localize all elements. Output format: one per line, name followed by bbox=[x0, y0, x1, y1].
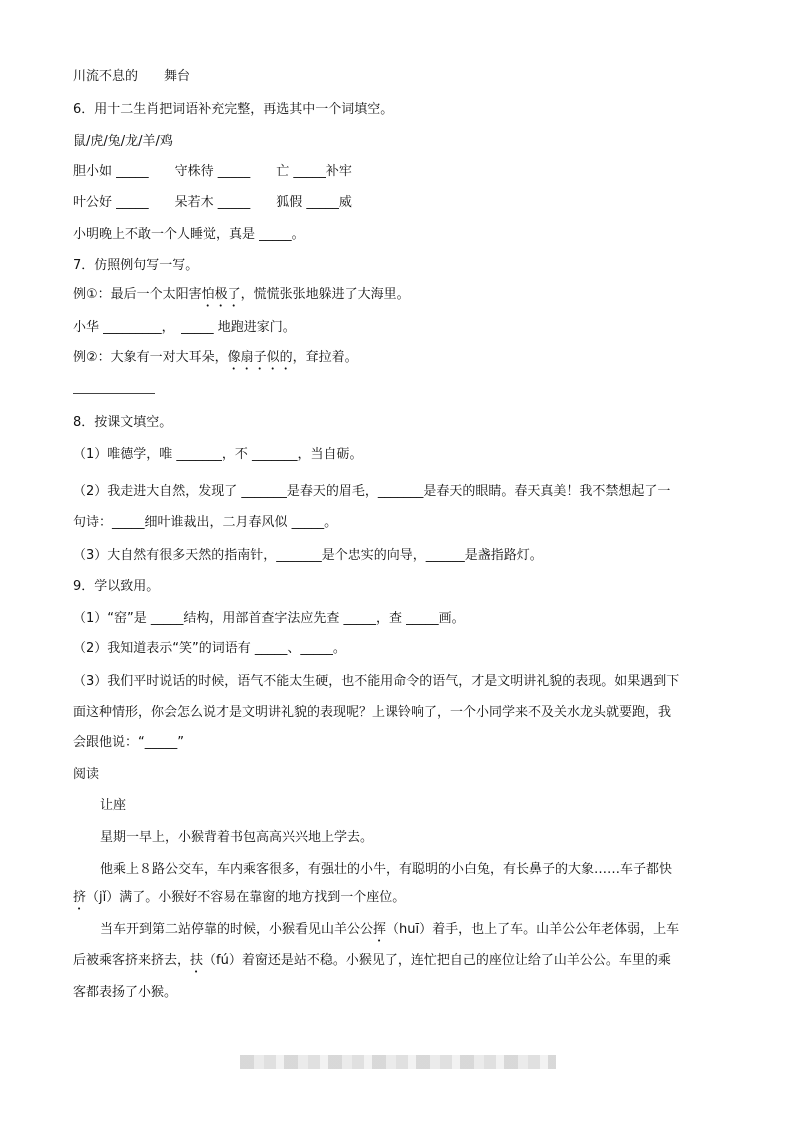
example-1-pre: 例①：最后一个太阳害 bbox=[73, 287, 202, 302]
story-para-3-cont bbox=[73, 951, 723, 976]
reading-heading: 阅读 bbox=[73, 767, 100, 782]
question-6-title: 6．用十二生肖把词语补充完整，再选其中一个词填空。 bbox=[73, 102, 394, 117]
story-para-3b-post: （fú）着窗还是站不稳。小猴见了，连忙把自己的座位让给了山羊公公。车里的乘 bbox=[203, 953, 671, 968]
q8-item-2-cont: 句诗：_____细叶谁裁出，二月春风似 _____。 bbox=[73, 515, 338, 530]
fill-sentence: 小明晚上不敢一个人睡觉，真是 _____。 bbox=[73, 227, 305, 242]
story-para-1: 星期一早上，小猴背着书包高高兴兴地上学去。 bbox=[100, 830, 374, 845]
question-8-title: 8．按课文填空。 bbox=[73, 415, 173, 430]
answer-blank-line bbox=[73, 393, 155, 394]
zodiac-options: 鼠/虎/兔/龙/羊/鸡 bbox=[73, 134, 173, 149]
story-para-3-post: （huī）着手，也上了车。山羊公公年老体弱，上车 bbox=[386, 922, 680, 937]
squeeze-char: 挤 bbox=[73, 890, 87, 905]
wave-char: 挥 bbox=[373, 922, 387, 937]
q8-item-1: （1）唯德学，唯 _______，不 _______，当自砺。 bbox=[73, 447, 363, 462]
idiom-row-1: 胆小如 _____ 守株待 _____ 亡 _____补牢 bbox=[73, 164, 352, 179]
story-para-2-rest: 满了。小猴好不容易在靠窗的地方找到一个座位。 bbox=[119, 890, 406, 905]
question-7-title: 7．仿照例句写一写。 bbox=[73, 258, 199, 273]
example-2-emphasis: 像扇子似的 bbox=[227, 350, 293, 365]
squeeze-pinyin: （jǐ） bbox=[86, 890, 120, 905]
example-1-post: ，慌慌张张地躲进了大海里。 bbox=[240, 287, 410, 302]
text-line: 川流不息的 舞台 bbox=[73, 69, 191, 84]
q9-item-3-end: 会跟他说：“_____” bbox=[73, 735, 184, 750]
q9-item-2: （2）我知道表示“笑”的词语有 _____、_____。 bbox=[73, 641, 346, 656]
q9-item-1: （1）“窑”是 _____结构，用部首查字法应先查 _____，查 _____画。 bbox=[73, 611, 465, 626]
hold-char: 扶 bbox=[190, 953, 204, 968]
q9-item-3-cont: 面这种情形，你会怎么说才是文明讲礼貌的表现呢？上课铃响了，一个小同学来不及关水龙头就要跑，我 bbox=[73, 705, 672, 720]
example-2 bbox=[73, 348, 723, 373]
example-1 bbox=[73, 285, 723, 310]
example-1-emphasis: 怕极了 bbox=[201, 287, 241, 302]
story-para-3b-pre: 后被乘客挤来挤去， bbox=[73, 953, 191, 968]
story-para-3-pre: 当车开到第二站停靠的时候，小猴看见山羊公公 bbox=[100, 922, 374, 937]
idiom-row-2: 叶公好 _____ 呆若木 _____ 狐假 _____威 bbox=[73, 195, 352, 210]
example-2-post: ，耷拉着。 bbox=[292, 350, 358, 365]
story-title: 让座 bbox=[100, 798, 127, 813]
blurred-footer-watermark bbox=[240, 1055, 556, 1069]
example-2-pre: 例②：大象有一对大耳朵， bbox=[73, 350, 228, 365]
question-9-title: 9．学以致用。 bbox=[73, 579, 160, 594]
q9-item-3: （3）我们平时说话的时候，语气不能太生硬，也不能用命令的语气，才是文明讲礼貌的表现。如果遇到下 bbox=[73, 674, 680, 689]
q8-item-3: （3）大自然有很多天然的指南针，_______是个忠实的向导，______是盏指路灯。 bbox=[73, 548, 543, 563]
story-para-2-cont bbox=[73, 888, 723, 913]
story-para-3 bbox=[100, 920, 750, 945]
practice-1: 小华 _________， _____ 地跑进家门。 bbox=[73, 320, 296, 335]
story-para-2: 他乘上８路公交车，车内乘客很多，有强壮的小牛，有聪明的小白兔，有长鼻子的大象……车子都快 bbox=[100, 862, 673, 877]
q8-item-2: （2）我走进大自然，发现了 _______是春天的眉毛，_______是春天的眼睛。春天真美！我不禁想起了一 bbox=[73, 484, 671, 499]
story-para-3-end: 客都表扬了小猴。 bbox=[73, 985, 178, 1000]
